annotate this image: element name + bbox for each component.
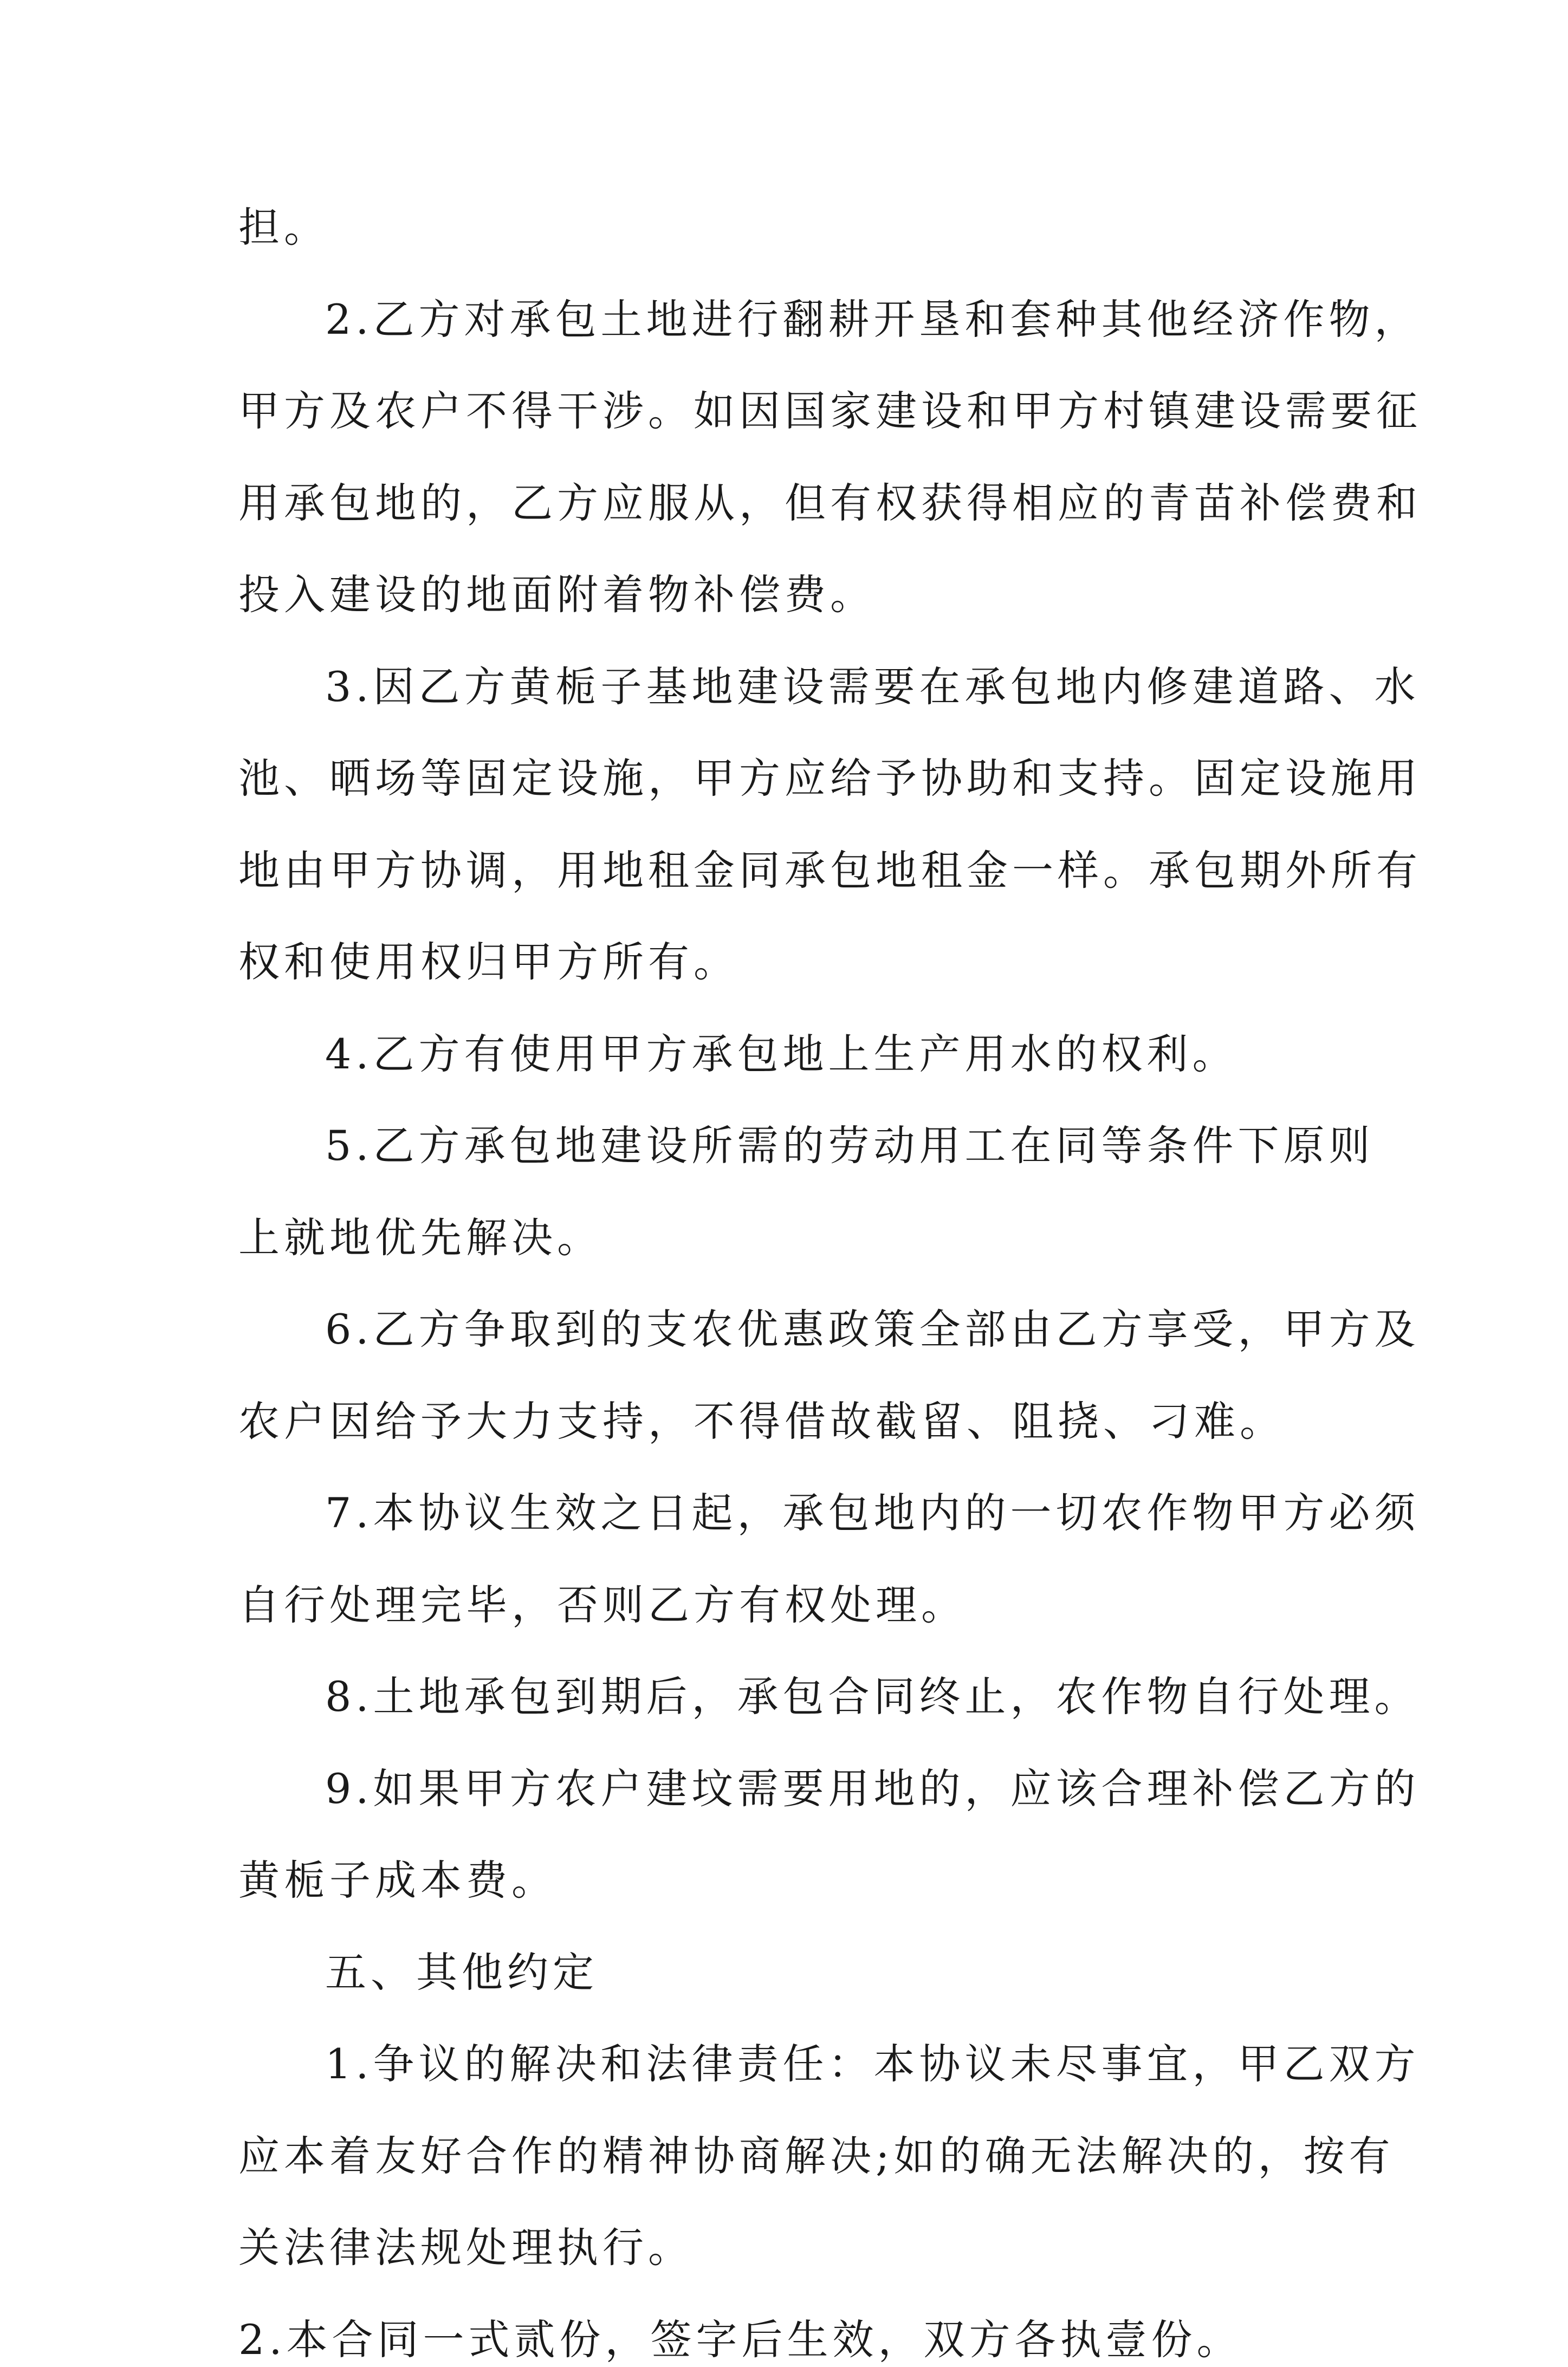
text-line: 自行处理完毕，否则乙方有权处理。 bbox=[238, 1580, 967, 1629]
text-line: 关法律法规处理执行。 bbox=[238, 2223, 694, 2272]
text-line: 5.乙方承包地建设所需的劳动用工在同等条件下原则 bbox=[325, 1121, 1375, 1170]
text-line: 用承包地的，乙方应服从，但有权获得相应的青苗补偿费和 bbox=[238, 478, 1422, 527]
text-line: 3.因乙方黄栀子基地建设需要在承包地内修建道路、水 bbox=[325, 662, 1420, 711]
text-line: 甲方及农户不得干涉。如因国家建设和甲方村镇建设需要征 bbox=[238, 387, 1422, 435]
text-line: 4.乙方有使用甲方承包地上生产用水的权利。 bbox=[325, 1029, 1238, 1078]
text-line: 地由甲方协调，用地租金同承包地租金一样。承包期外所有 bbox=[238, 846, 1422, 894]
text-line: 池、晒场等固定设施，甲方应给予协助和支持。固定设施用 bbox=[238, 754, 1422, 802]
text-line: 应本着友好合作的精神协商解决;如的确无法解决的，按有 bbox=[238, 2131, 1395, 2180]
text-line: 8.土地承包到期后，承包合同终止，农作物自行处理。 bbox=[325, 1672, 1420, 1721]
text-line: 1.争议的解决和法律责任：本协议未尽事宜，甲乙双方 bbox=[325, 2040, 1420, 2088]
text-line: 投入建设的地面附着物补偿费。 bbox=[238, 570, 876, 619]
text-line: 担。 bbox=[238, 203, 329, 251]
text-line: 黄栀子成本费。 bbox=[238, 1856, 557, 1904]
text-line: 2.本合同一式贰份，签字后生效，双方各执壹份。 bbox=[238, 2315, 1242, 2364]
text-line: 6.乙方争取到的支农优惠政策全部由乙方享受，甲方及 bbox=[325, 1305, 1420, 1353]
section-heading: 五、其他约定 bbox=[325, 1948, 598, 1996]
text-line: 上就地优先解决。 bbox=[238, 1213, 602, 1262]
text-line: 7.本协议生效之日起，承包地内的一切农作物甲方必须 bbox=[325, 1489, 1420, 1537]
text-line: 9.如果甲方农户建坟需要用地的，应该合理补偿乙方的 bbox=[325, 1764, 1420, 1813]
text-line: 权和使用权归甲方所有。 bbox=[238, 938, 739, 986]
text-line: 农户因给予大力支持，不得借故截留、阻挠、刁难。 bbox=[238, 1397, 1285, 1445]
text-line: 2.乙方对承包土地进行翻耕开垦和套种其他经济作物， bbox=[325, 295, 1420, 343]
